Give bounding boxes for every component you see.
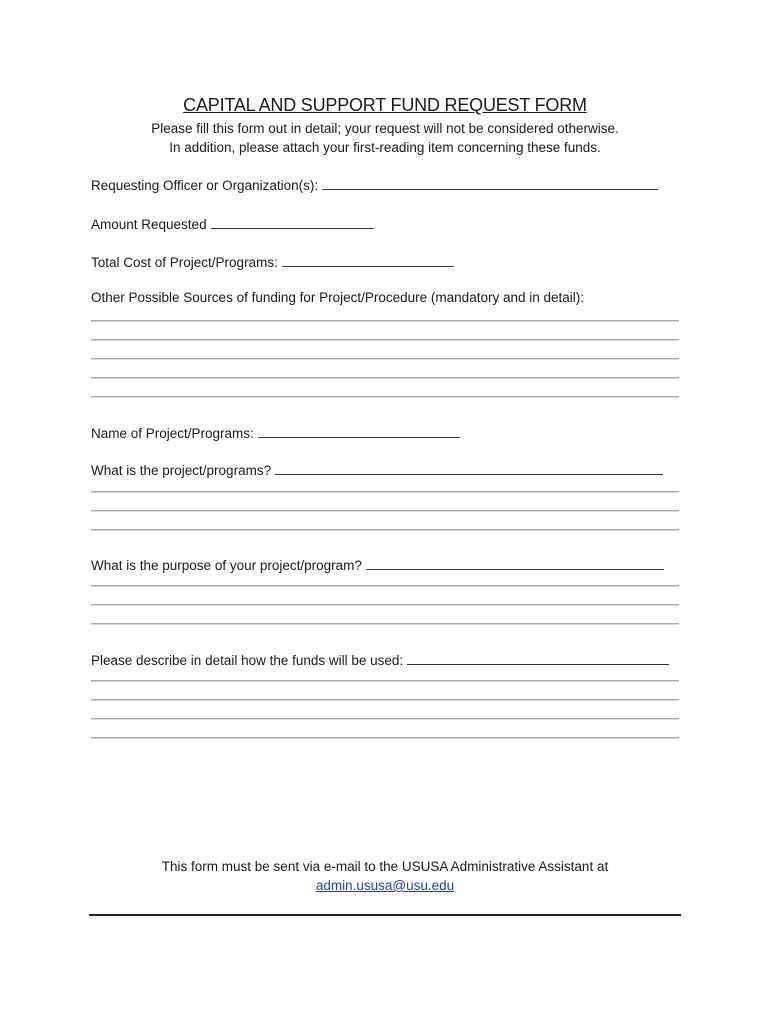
email-link[interactable]: admin.ususa@usu.edu (315, 878, 455, 893)
amount-requested-label: Amount Requested (91, 217, 207, 232)
what-is-project-row (91, 460, 663, 478)
amount-requested-input[interactable] (211, 214, 374, 229)
funds-use-line-1[interactable] (91, 680, 679, 682)
purpose-row (91, 555, 664, 573)
amount-requested-row (91, 214, 374, 232)
project-name-row (91, 423, 460, 441)
purpose-line-2[interactable] (91, 604, 679, 606)
requesting-officer-row (91, 175, 658, 193)
what-is-project-label: What is the project/programs? (91, 463, 272, 478)
funds-use-line-2[interactable] (91, 699, 679, 701)
other-sources-label: Other Possible Sources of funding for Project/Procedure (mandatory and in detail): (91, 290, 585, 305)
other-sources-line-4[interactable] (91, 377, 679, 379)
footer-instruction: This form must be sent via e-mail to the USUSA Administrative Assistant at (161, 859, 609, 874)
intro-line-2: In addition, please attach your first-reading item concerning these funds. (169, 140, 601, 155)
total-cost-row (91, 252, 454, 270)
what-is-project-line-2[interactable] (91, 510, 679, 512)
other-sources-line-3[interactable] (91, 358, 679, 360)
funds-use-label: Please describe in detail how the funds will be used: (91, 653, 404, 668)
intro-line-1: Please fill this form out in detail; your request will not be considered otherwise. (151, 121, 619, 136)
what-is-project-line-1[interactable] (91, 491, 679, 493)
other-sources-line-2[interactable] (91, 339, 679, 341)
requesting-officer-label: Requesting Officer or Organization(s): (91, 178, 319, 193)
purpose-line-1[interactable] (91, 585, 679, 587)
bottom-divider (89, 914, 681, 916)
total-cost-label: Total Cost of Project/Programs: (91, 255, 278, 270)
purpose-label: What is the purpose of your project/program? (91, 558, 362, 573)
funds-use-input[interactable] (407, 650, 669, 665)
funds-use-row (91, 650, 669, 668)
purpose-input[interactable] (366, 555, 664, 570)
requesting-officer-input[interactable] (322, 175, 658, 190)
what-is-project-line-3[interactable] (91, 529, 679, 531)
other-sources-row (91, 290, 584, 305)
funds-use-line-4[interactable] (91, 737, 679, 739)
footer-email-row (0, 878, 770, 893)
project-name-label: Name of Project/Programs: (91, 426, 254, 441)
funds-use-line-3[interactable] (91, 718, 679, 720)
total-cost-input[interactable] (282, 252, 454, 267)
form-title: CAPITAL AND SUPPORT FUND REQUEST FORM (183, 95, 587, 115)
other-sources-line-5[interactable] (91, 396, 679, 398)
project-name-input[interactable] (258, 423, 460, 438)
other-sources-line-1[interactable] (91, 320, 679, 322)
purpose-line-3[interactable] (91, 623, 679, 625)
what-is-project-input[interactable] (275, 460, 663, 475)
